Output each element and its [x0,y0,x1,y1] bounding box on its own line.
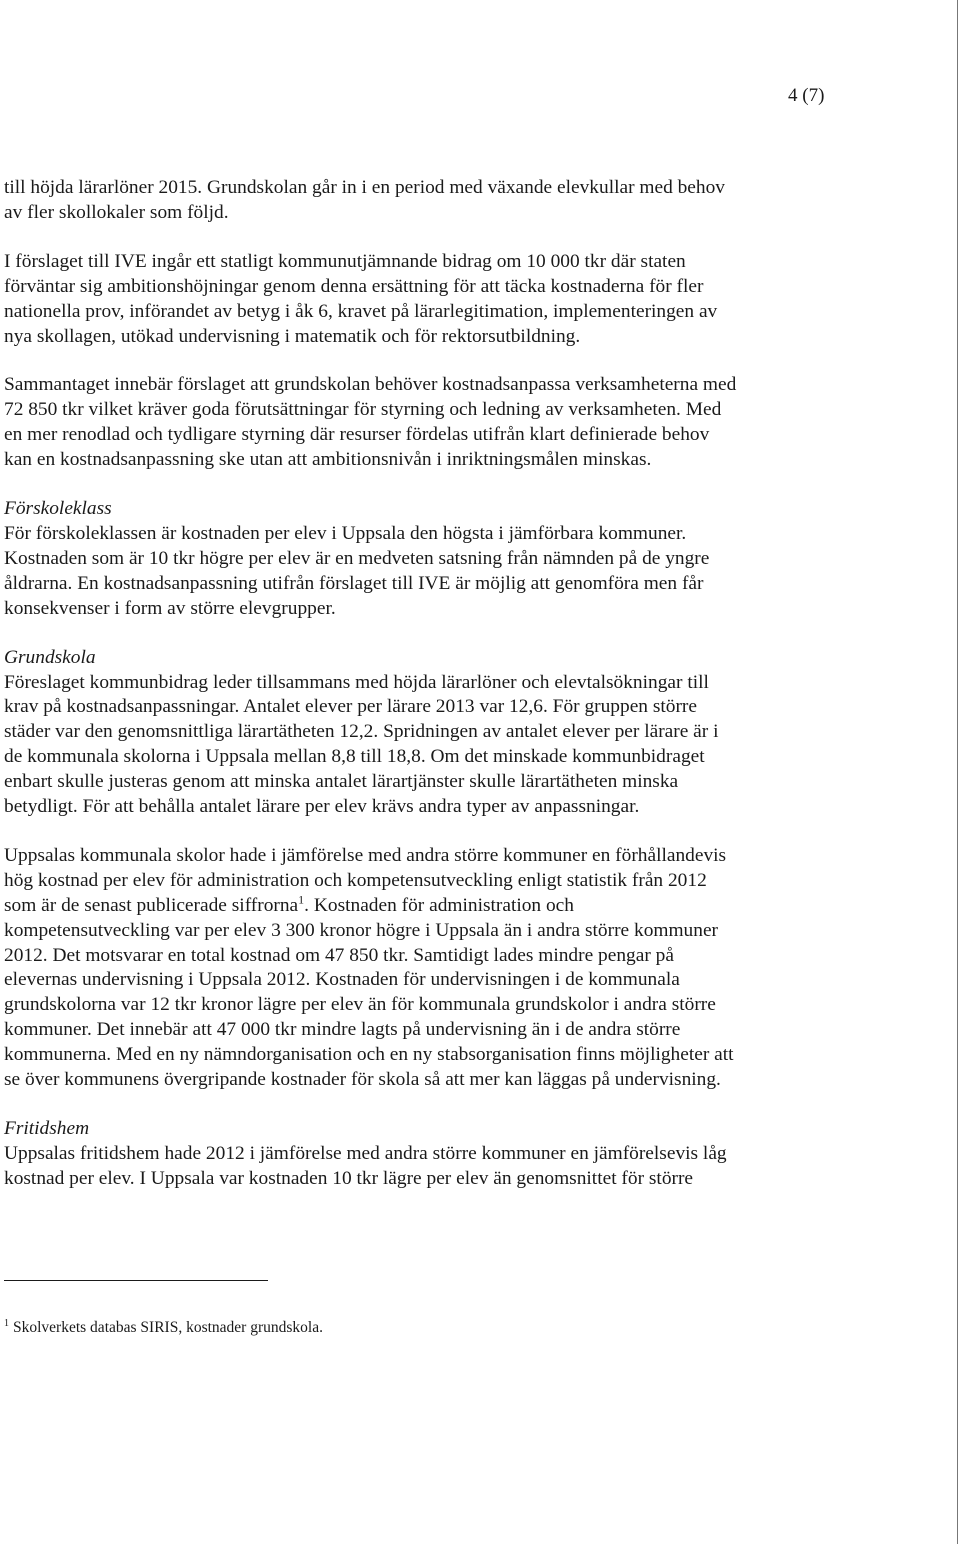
footnote-text: Skolverkets databas SIRIS, kostnader grundskola. [13,1319,323,1336]
text-line: I förslaget till IVE ingår ett statligt kommunutjämnande bidrag om 10 000 tkr där staten [4,250,686,272]
page-edge-line [957,0,958,1544]
text-line: se över kommunens övergripande kostnader för skola så att mer kan läggas på undervisning. [4,1069,721,1091]
text-line: enbart skulle justeras genom att minska antalet lärartjänster skulle lärartätheten minska [4,771,679,793]
text-line: av fler skollokaler som följd. [4,201,229,223]
text-line: betydligt. För att behålla antalet lärare per elev krävs andra typer av anpassningar. [4,796,640,818]
footnote [4,1318,323,1338]
text-segment: som är de senast publicerade siffrorna [4,894,299,916]
text-line: kommuner. Det innebär att 47 000 tkr mindre lagts på undervisning än i de andra större [4,1019,681,1041]
page-number: 4 (7) [788,85,825,106]
text-line: konsekvenser i form av större elevgrupper. [4,597,336,619]
grundskola-paragraph [4,671,836,820]
text-line: hög kostnad per elev för administration och kompetensutveckling enligt statistik från 2012 [4,869,707,891]
text-line: Uppsalas kommunala skolor hade i jämförelse med andra större kommuner en förhållandevis [4,844,727,866]
text-line: Kostnaden som är 10 tkr högre per elev är en medveten satsning från nämnden på de yngre [4,547,710,569]
document-body [4,176,836,1192]
forskoleklass-paragraph [4,522,836,622]
text-line: åldrarna. En kostnadsanpassning utifrån förslaget till IVE är möjlig att genomföra men får [4,572,704,594]
text-line: För förskoleklassen är kostnaden per elev i Uppsala den högsta i jämförbara kommuner. [4,522,687,544]
text-segment: . Kostnaden för administration och [304,894,574,916]
costs-paragraph [4,844,836,1093]
text-line: 72 850 tkr vilket kräver goda förutsättningar för styrning och ledning av verksamheten. Med [4,399,722,421]
footnote-divider [4,1280,268,1281]
summary-paragraph [4,373,836,473]
text-line: städer var den genomsnittliga lärartätheten 12,2. Spridningen av antalet elever per lärare är i [4,721,719,743]
text-line: nya skollagen, utökad undervisning i matematik och för rektorsutbildning. [4,325,581,347]
section-heading-grundskola: Grundskola [4,646,96,668]
ive-paragraph [4,250,836,350]
text-line: krav på kostnadsanpassningar. Antalet elever per lärare 2013 var 12,6. För gruppen större [4,696,697,718]
section-heading-forskoleklass: Förskoleklass [4,498,112,520]
text-line: en mer renodlad och tydligare styrning där resurser fördelas utifrån klart definierade behov [4,424,710,446]
text-line: de kommunala skolorna i Uppsala mellan 8,8 till 18,8. Om det minskade kommunbidraget [4,746,705,768]
section-heading-fritidshem: Fritidshem [4,1118,90,1139]
text-line: 2012. Det motsvarar en total kostnad om 47 850 tkr. Samtidigt lades mindre pengar på [4,944,674,966]
text-line: nationella prov, införandet av betyg i åk 6, kravet på lärarlegitimation, implementeringen av [4,300,718,322]
text-line: förväntar sig ambitionshöjningar genom denna ersättning för att täcka kostnaderna för fler [4,275,704,297]
text-line: elevernas undervisning i Uppsala 2012. Kostnaden för undervisningen i de kommunala [4,969,680,991]
text-line: kompetensutveckling var per elev 3 300 kronor högre i Uppsala än i andra större kommuner [4,919,719,941]
footnote-reference: 1 [298,892,305,907]
text-line: kan en kostnadsanpassning ske utan att ambitionsnivån i inriktningsmålen minskas. [4,449,652,471]
text-line-with-footnote [4,894,836,919]
intro-paragraph [4,176,836,226]
text-line: kommunerna. Med en ny nämndorganisation och en ny stabsorganisation finns möjligheter att [4,1044,734,1066]
fritidshem-paragraph [4,1142,836,1192]
footnote-marker: 1 [4,1317,9,1329]
text-line: Sammantaget innebär förslaget att grundskolan behöver kostnadsanpassa verksamheterna med [4,374,737,396]
text-line: Uppsalas fritidshem hade 2012 i jämförelse med andra större kommuner en jämförelsevis låg [4,1142,727,1164]
text-line: Föreslaget kommunbidrag leder tillsammans med höjda lärarlöner och elevtalsökningar till [4,671,709,693]
text-line: grundskolorna var 12 tkr kronor lägre per elev än för kommunala grundskolor i andra större [4,994,716,1016]
text-line: kostnad per elev. I Uppsala var kostnaden 10 tkr lägre per elev än genomsnittet för större [4,1167,694,1189]
text-line: till höjda lärarlöner 2015. Grundskolan går in i en period med växande elevkullar med behov [4,177,726,198]
